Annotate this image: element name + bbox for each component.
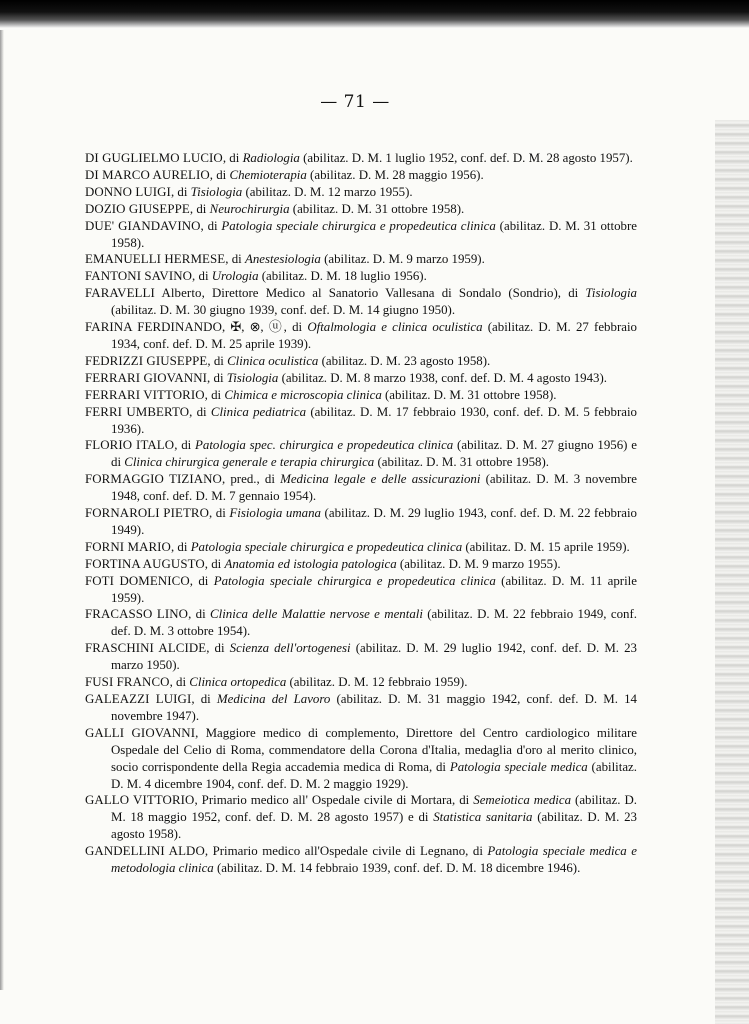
entry-name: DONNO LUIGI [85,184,171,199]
entry-subject: Medicina del Lavoro [216,692,331,706]
entry-text: (abilitaz. D. M. 1 luglio 1952, conf. def. D. M. 28 agosto 1957). [299,151,633,165]
entry-name: GANDELLINI ALDO [85,844,205,859]
entry [85,606,637,640]
entry [85,471,637,505]
entry-subject: Neurochirurgia [209,201,290,216]
entry-text: (abilitaz. D. M. 29 luglio 1942, conf. def. D. M. 23 marzo 1950). [111,641,637,673]
entry-text: (abilitaz. D. M. 14 febbraio 1939, conf. def. D. M. 18 dicembre 1946). [213,861,581,876]
entry [85,539,637,556]
entry-name: FERRI UMBERTO [85,404,190,419]
entry-text: , di [200,218,222,233]
entry [85,285,637,319]
entry-text: (abilitaz. D. M. 18 maggio 1952, conf. def. D. M. 28 agosto 1957) e di [111,793,637,825]
entry-text: , di [169,675,190,690]
entry-text: (abilitaz. D. M. 28 maggio 1956). [306,167,484,182]
entry-subject: Scienza dell'ortogenesi [229,641,351,656]
entry-subject: Medicina legale e delle assicurazioni [280,472,481,487]
entry-subject: Tisiologia [226,370,279,385]
entry-subject: Tisiologia [190,184,243,199]
entry-text: (abilitaz. D. M. 23 agosto 1958). [318,353,491,368]
entry-name: FERRARI VITTORIO [85,387,205,402]
entry-text: , di [189,573,214,588]
entry [85,218,637,252]
entry-name: GALLO VITTORIO [85,793,195,808]
entry-text: , di [192,269,212,284]
entry-text: (abilitaz. D. M. 8 marzo 1938, conf. def. D. M. 4 agosto 1943). [278,370,607,385]
entry-text: (abilitaz. D. M. 23 agosto 1958). [111,810,637,842]
entry-text: (abilitaz. D. M. 18 luglio 1956). [258,269,427,284]
entry [85,640,637,674]
entry-subject: Anestesiologia [244,252,321,267]
entry-text: (abilitaz. D. M. 30 giugno 1939, conf. def. D. M. 14 giugno 1950). [111,303,456,318]
entry-text: (abilitaz. D. M. 31 ottobre 1958). [111,218,638,250]
entry [85,268,637,285]
entry [85,201,637,218]
entry-text: (abilitaz. D. M. 15 aprile 1959). [462,539,630,554]
entry-text: , pred., di [221,472,281,487]
entry [85,725,637,793]
entry-name: FORNAROLI PIETRO [85,506,210,521]
entry-name: GALEAZZI LUIGI [85,692,192,706]
entry-name: FORTINA AUGUSTO [85,556,205,571]
entry-text: , di [222,151,243,165]
entry [85,251,637,268]
entry-subject: Clinica pediatrica [210,404,307,419]
entry-subject: Oftalmologia e clinica oculistica [307,320,483,335]
entry-name: FRASCHINI ALCIDE [85,641,207,656]
entry [85,167,637,184]
entry-subject: Patologia speciale chirurgica e propedeutica clinica [190,539,463,554]
entry-subject: Patologia speciale medica e metodologia clinica [111,844,637,876]
scan-top-edge [0,0,749,28]
entry-text: , di [206,641,230,656]
entry-text: (abilitaz. D. M. 11 aprile 1959). [111,573,637,605]
entry-text: (abilitaz. D. M. 31 ottobre 1958). [289,201,465,216]
entry [85,505,637,539]
entry-subject: Clinica chirurgica generale e terapia chirurgica [124,455,375,470]
entry-name: GALLI GIOVANNI [85,725,196,740]
entry-text: (abilitaz. D. M. 4 dicembre 1904, conf. def. D. M. 2 maggio 1929). [111,759,638,791]
entry-text: (abilitaz. D. M. 12 febbraio 1959). [286,675,468,690]
scan-left-edge [0,30,4,990]
entry-text: , di [204,556,225,571]
entry-subject: Chimica e microscopia clinica [224,387,382,402]
entry-text: , di [174,438,196,453]
entry-text: (abilitaz. D. M. 3 novembre 1948, conf. def. D. M. 7 gennaio 1954). [111,472,637,504]
entry-subject: Chemioterapia [229,167,307,182]
entry-subject: Patologia spec. chirurgica e propedeutica clinica [195,438,454,453]
entry [85,691,637,725]
entry-text: , Maggiore medico di complemento, Direttore del Centro cardiologico militare Ospedale del Celio di Roma, commendatore della Corona d'Italia, medaglia d'oro al merito clinico, socio corrispondente della Regia accademia medica di Roma, di [111,725,638,774]
entry-name: EMANUELLI HERMESE [85,252,226,267]
entry-name: FRACASSO LINO [85,607,189,622]
entry-text: (abilitaz. D. M. 27 febbraio 1934, conf. def. D. M. 25 aprile 1939). [111,320,637,351]
entry-text: (abilitaz. D. M. 31 maggio 1942, conf. def. D. M. 14 novembre 1947). [111,692,638,723]
entry-text: (abilitaz. D. M. 9 marzo 1955). [396,556,561,571]
entry-name: DUE' GIANDAVINO [85,218,201,233]
entry-subject: Urologia [211,269,259,284]
entry-text: , di [204,387,225,402]
entry-text: (abilitaz. D. M. 9 marzo 1959). [320,252,485,267]
entry-text: , di [189,404,211,419]
entry [85,353,637,370]
entry-name: FERRARI GIOVANNI [85,370,208,385]
entry-text: (abilitaz. D. M. 29 luglio 1943, conf. def. D. M. 22 febbraio 1949). [111,506,638,537]
entry-subject: Clinica ortopedica [189,675,287,690]
entry-name: FORNI MARIO [85,539,171,554]
entry-text: , di [170,539,191,554]
entry [85,437,637,471]
entry-text: , Primario medico all'Ospedale civile di Legnano, di [204,844,488,859]
entry-subject: Patologia speciale medica [449,759,588,774]
entry-text: , Direttore Medico al Sanatorio Vallesana di Sondalo (Sondrio), di [201,286,586,301]
entry [85,319,637,353]
entry-name: DI GUGLIELMO LUCIO [85,151,223,165]
entry-subject: Semeiotica medica [473,793,572,808]
entry-text: , di [207,370,227,385]
entry [85,150,637,167]
entry-name: FORMAGGIO TIZIANO [85,472,222,487]
entry-text: (abilitaz. D. M. 17 febbraio 1930, conf. def. D. M. 5 febbraio 1936). [111,404,637,436]
entry-text: , di [207,353,228,368]
entry-name: FARINA FERDINANDO [85,320,222,335]
entry-subject: Clinica delle Malattie nervose e mentali [210,607,423,622]
entry-name: DOZIO GIUSEPPE [85,201,190,216]
entry-text: , Primario medico all' Ospedale civile di Mortara, di [194,793,474,808]
entry [85,370,637,387]
entry-subject: Fisiologia umana [229,506,322,521]
entry-text: , di [225,252,245,267]
entry [85,556,637,573]
entry-name: DI MARCO AURELIO [85,167,210,182]
entry-text: , di [170,184,191,199]
entry-name: FARAVELLI Alberto [85,286,202,301]
entry-subject: Clinica oculistica [227,353,319,368]
entry-name: FEDRIZZI GIUSEPPE [85,353,208,368]
entry [85,387,637,404]
entry [85,792,637,843]
entry [85,573,637,607]
entry-text: , di [209,167,230,182]
entry-name: FOTI DOMENICO [85,573,190,588]
entry-text: , di [188,607,211,622]
entry [85,404,637,438]
entry-subject: Radiologia [242,151,300,165]
entry-text: (abilitaz. D. M. 31 ottobre 1958). [374,455,549,470]
entry-text: (abilitaz. D. M. 31 ottobre 1958). [381,387,557,402]
entry-subject: Tisiologia [585,286,638,301]
entry-text: (abilitaz. D. M. 12 marzo 1955). [242,184,413,199]
entry-subject: Patologia speciale chirurgica e propedeutica clinica [221,218,496,233]
entry-name: FLORIO ITALO [85,438,175,453]
entry-name: FUSI FRANCO [85,675,170,690]
entry-subject: Anatomia ed istologia patologica [224,556,397,571]
entry [85,843,637,877]
entry-text: (abilitaz. D. M. 27 giugno 1956) e di [111,438,637,470]
entry-text: , di [189,201,210,216]
entry-list [85,150,637,877]
entry-text: (abilitaz. D. M. 22 febbraio 1949, conf. def. D. M. 3 ottobre 1954). [111,607,637,639]
page-number: — 71 — [320,92,390,112]
entry-text: , di [209,506,230,521]
entry [85,674,637,691]
entry [85,184,637,201]
entry-text: , di [191,692,217,706]
entry-subject: Patologia speciale chirurgica e propedeutica clinica [213,573,496,588]
entry-name: FANTONI SAVINO [85,269,193,284]
entry-subject: Statistica sanitaria [433,810,533,825]
scan-right-edge [715,120,749,1024]
entry-text: , ✠, ⊗, ⓤ, di [222,320,308,335]
